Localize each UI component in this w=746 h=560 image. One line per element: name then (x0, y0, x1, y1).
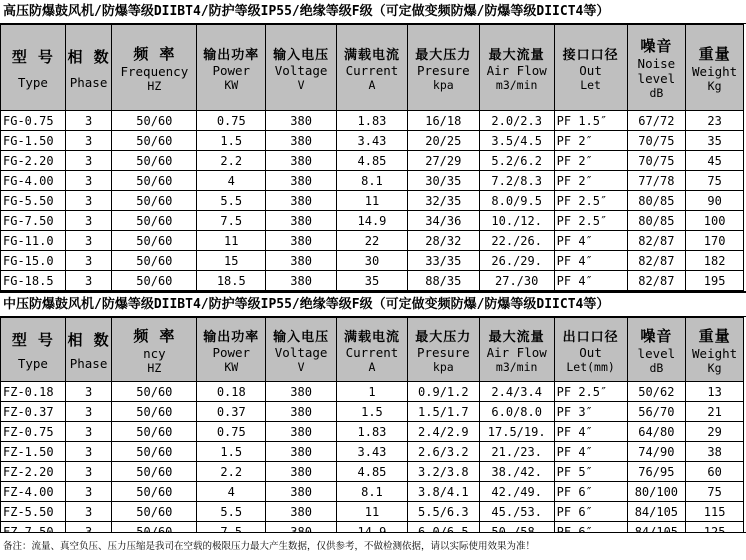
header-cn: 满载电流 (343, 47, 400, 63)
table-row (1, 131, 744, 151)
header-en: Type (17, 74, 48, 90)
cell-type: FG-5.50 (1, 191, 66, 211)
header-en: Noise level (637, 56, 676, 86)
header-unit: m3/min (495, 77, 538, 92)
cell-power: 2.2 (197, 151, 266, 171)
cell-current: 3.43 (337, 131, 408, 151)
cell-outlet: PF 3″ (554, 402, 627, 422)
cell-current: 8.1 (337, 171, 408, 191)
cell-outlet: PF 6″ (554, 502, 627, 522)
cell-noise: 74/90 (627, 442, 686, 462)
cell-weight: 23 (686, 111, 744, 131)
header-noise (627, 25, 686, 111)
header-cn: 型 号 (11, 330, 54, 349)
cell-airflow: 10./12. (479, 211, 554, 231)
cell-pressure: 2.4/2.9 (407, 422, 479, 442)
header-en: Air Flow (486, 344, 547, 360)
header-en: Phase (69, 74, 108, 90)
header-voltage (266, 25, 337, 111)
cell-phase: 3 (65, 211, 112, 231)
cell-airflow: 5.2/6.2 (479, 151, 554, 171)
cell-phase: 3 (65, 271, 112, 291)
cell-pressure: 3.8/4.1 (407, 482, 479, 502)
cell-current: 4.85 (337, 151, 408, 171)
cell-pressure: 16/18 (407, 111, 479, 131)
header-en: Voltage (274, 62, 328, 78)
cell-voltage: 380 (266, 231, 337, 251)
cell-weight: 182 (686, 251, 744, 271)
cell-outlet: PF 2.5″ (554, 382, 627, 402)
cell-type: FG-15.0 (1, 251, 66, 271)
cell-frequency: 50/60 (112, 502, 197, 522)
cell-frequency: 50/60 (112, 271, 197, 291)
cell-phase: 3 (65, 442, 112, 462)
cell-airflow: 17.5/19. (479, 422, 554, 442)
header-unit: Kg (707, 360, 722, 375)
header-unit: dB (649, 360, 664, 375)
cell-pressure: 33/35 (407, 251, 479, 271)
cell-noise: 70/75 (627, 131, 686, 151)
cell-outlet: PF 4″ (554, 442, 627, 462)
cell-pressure: 2.6/3.2 (407, 442, 479, 462)
cell-current: 14.9 (337, 211, 408, 231)
cell-outlet: PF 4″ (554, 271, 627, 291)
cell-power: 0.75 (197, 422, 266, 442)
header-en: level (637, 345, 676, 361)
cell-pressure: 1.5/1.7 (407, 402, 479, 422)
cell-frequency: 50/60 (112, 382, 197, 402)
table-body-medium-pressure (1, 382, 744, 542)
cell-outlet: PF 4″ (554, 231, 627, 251)
cell-current: 3.43 (337, 442, 408, 462)
cell-frequency: 50/60 (112, 231, 197, 251)
header-phase (65, 25, 112, 111)
cell-voltage: 380 (266, 482, 337, 502)
header-weight (686, 25, 744, 111)
cell-frequency: 50/60 (112, 131, 197, 151)
header-cn: 重量 (698, 44, 731, 63)
cell-current: 30 (337, 251, 408, 271)
cell-type: FZ-0.37 (1, 402, 66, 422)
cell-weight: 115 (686, 502, 744, 522)
cell-type: FG-4.00 (1, 171, 66, 191)
cell-power: 2.2 (197, 462, 266, 482)
table-row (1, 191, 744, 211)
header-en: Presure (416, 62, 470, 78)
table-row (1, 502, 744, 522)
spec-table-medium-pressure (0, 317, 744, 542)
cell-phase: 3 (65, 111, 112, 131)
table-row (1, 442, 744, 462)
cell-pressure: 34/36 (407, 211, 479, 231)
cell-outlet: PF 1.5″ (554, 111, 627, 131)
cell-power: 4 (197, 482, 266, 502)
cell-type: FZ-1.50 (1, 442, 66, 462)
cell-pressure: 30/35 (407, 171, 479, 191)
cell-phase: 3 (65, 402, 112, 422)
cell-pressure: 5.5/6.3 (407, 502, 479, 522)
cell-airflow: 38./42. (479, 462, 554, 482)
cell-pressure: 28/32 (407, 231, 479, 251)
cell-noise: 82/87 (627, 251, 686, 271)
cell-power: 0.75 (197, 111, 266, 131)
header-en: Presure (416, 344, 470, 360)
header-cn: 最大压力 (415, 329, 472, 345)
cell-outlet: PF 6″ (554, 482, 627, 502)
cell-noise: 56/70 (627, 402, 686, 422)
cell-phase: 3 (65, 502, 112, 522)
header-en: Air Flow (486, 62, 547, 78)
cell-weight: 100 (686, 211, 744, 231)
cell-current: 11 (337, 502, 408, 522)
cell-airflow: 42./49. (479, 482, 554, 502)
cell-pressure: 32/35 (407, 191, 479, 211)
header-cn: 频 率 (133, 44, 176, 63)
cell-type: FG-7.50 (1, 211, 66, 231)
header-phase (65, 318, 112, 382)
cell-outlet: PF 4″ (554, 251, 627, 271)
cell-airflow: 21./23. (479, 442, 554, 462)
header-unit: HZ (147, 78, 162, 93)
cell-outlet: PF 2.5″ (554, 191, 627, 211)
cell-voltage: 380 (266, 271, 337, 291)
table-row (1, 151, 744, 171)
cell-frequency: 50/60 (112, 442, 197, 462)
header-unit: A (368, 77, 376, 92)
cell-weight: 90 (686, 191, 744, 211)
cell-frequency: 50/60 (112, 462, 197, 482)
header-en: Frequency (120, 63, 189, 79)
table-row (1, 422, 744, 442)
header-en: Weight (692, 63, 738, 79)
cell-frequency: 50/60 (112, 191, 197, 211)
cell-current: 1 (337, 382, 408, 402)
cell-type: FZ-4.00 (1, 482, 66, 502)
cell-weight: 45 (686, 151, 744, 171)
cell-airflow: 7.2/8.3 (479, 171, 554, 191)
cell-frequency: 50/60 (112, 402, 197, 422)
table-row (1, 382, 744, 402)
header-en: Out (579, 344, 602, 360)
table-header-row (1, 25, 744, 111)
cell-power: 7.5 (197, 211, 266, 231)
cell-frequency: 50/60 (112, 422, 197, 442)
table-row (1, 402, 744, 422)
cell-frequency: 50/60 (112, 482, 197, 502)
cell-weight: 38 (686, 442, 744, 462)
header-cn: 输入电压 (273, 47, 330, 63)
cell-airflow: 3.5/4.5 (479, 131, 554, 151)
cell-frequency: 50/60 (112, 111, 197, 131)
table-row (1, 462, 744, 482)
header-outlet (554, 25, 627, 111)
cell-voltage: 380 (266, 462, 337, 482)
cell-pressure: 20/25 (407, 131, 479, 151)
cell-current: 1.5 (337, 402, 408, 422)
cell-weight: 29 (686, 422, 744, 442)
header-cn: 输出功率 (203, 329, 260, 345)
cell-voltage: 380 (266, 151, 337, 171)
header-unit: Let(mm) (566, 359, 615, 374)
spec-table-high-pressure (0, 24, 744, 291)
table-row (1, 171, 744, 191)
cell-voltage: 380 (266, 251, 337, 271)
cell-power: 15 (197, 251, 266, 271)
table-row (1, 482, 744, 502)
cell-voltage: 380 (266, 422, 337, 442)
cell-weight: 60 (686, 462, 744, 482)
header-cn: 输出功率 (203, 47, 260, 63)
cell-noise: 77/78 (627, 171, 686, 191)
header-unit: KW (224, 77, 239, 92)
cell-phase: 3 (65, 191, 112, 211)
cell-outlet: PF 4″ (554, 422, 627, 442)
header-cn: 满载电流 (343, 329, 400, 345)
table-row (1, 211, 744, 231)
cell-voltage: 380 (266, 502, 337, 522)
header-unit: m3/min (495, 359, 538, 374)
cell-voltage: 380 (266, 382, 337, 402)
cell-phase: 3 (65, 171, 112, 191)
section-title-high-pressure: 高压防爆鼓风机/防爆等级DIIBT4/防护等级IP55/绝缘等级F级（可定做变频防爆/防爆等级DIICT4等） (0, 0, 746, 24)
header-cn: 噪音 (640, 326, 673, 345)
cell-noise: 80/85 (627, 211, 686, 231)
cell-type: FZ-2.20 (1, 462, 66, 482)
header-unit: HZ (147, 360, 162, 375)
header-cn: 出口口径 (562, 329, 619, 345)
header-en: Power (212, 62, 251, 78)
cell-phase: 3 (65, 231, 112, 251)
header-weight (686, 318, 744, 382)
header-cn: 重量 (698, 326, 731, 345)
header-en: Current (345, 62, 399, 78)
cell-outlet: PF 2.5″ (554, 211, 627, 231)
cell-type: FG-2.20 (1, 151, 66, 171)
cell-airflow: 2.4/3.4 (479, 382, 554, 402)
cell-voltage: 380 (266, 402, 337, 422)
cell-noise: 76/95 (627, 462, 686, 482)
cell-noise: 82/87 (627, 231, 686, 251)
cell-current: 8.1 (337, 482, 408, 502)
header-frequency (112, 318, 197, 382)
cell-weight: 75 (686, 171, 744, 191)
header-type (1, 318, 66, 382)
header-en: Voltage (274, 344, 328, 360)
cell-voltage: 380 (266, 171, 337, 191)
cell-type: FG-11.0 (1, 231, 66, 251)
cell-power: 11 (197, 231, 266, 251)
cell-outlet: PF 2″ (554, 171, 627, 191)
footnote: 备注：流量、真空负压、压力压缩是我司在空载的极限压力最大产生数据，仅供参考，不做检测依据，请以实际使用效果为准！ (0, 532, 746, 560)
cell-weight: 170 (686, 231, 744, 251)
table-row (1, 251, 744, 271)
cell-type: FZ-5.50 (1, 502, 66, 522)
header-type (1, 25, 66, 111)
table-row (1, 111, 744, 131)
cell-outlet: PF 5″ (554, 462, 627, 482)
cell-power: 5.5 (197, 502, 266, 522)
cell-weight: 195 (686, 271, 744, 291)
cell-power: 0.18 (197, 382, 266, 402)
header-unit: A (368, 359, 376, 374)
cell-type: FG-0.75 (1, 111, 66, 131)
cell-phase: 3 (65, 422, 112, 442)
cell-noise: 70/75 (627, 151, 686, 171)
cell-phase: 3 (65, 131, 112, 151)
cell-noise: 50/62 (627, 382, 686, 402)
cell-pressure: 3.2/3.8 (407, 462, 479, 482)
cell-airflow: 6.0/8.0 (479, 402, 554, 422)
header-current (337, 25, 408, 111)
cell-power: 5.5 (197, 191, 266, 211)
cell-current: 22 (337, 231, 408, 251)
header-pressure (407, 25, 479, 111)
cell-current: 1.83 (337, 422, 408, 442)
cell-power: 1.5 (197, 442, 266, 462)
cell-noise: 80/85 (627, 191, 686, 211)
cell-frequency: 50/60 (112, 251, 197, 271)
header-current (337, 318, 408, 382)
header-cn: 最大压力 (415, 47, 472, 63)
cell-noise: 64/80 (627, 422, 686, 442)
cell-voltage: 380 (266, 211, 337, 231)
cell-noise: 67/72 (627, 111, 686, 131)
header-cn: 接口口径 (562, 47, 619, 63)
cell-pressure: 0.9/1.2 (407, 382, 479, 402)
cell-weight: 75 (686, 482, 744, 502)
cell-type: FG-18.5 (1, 271, 66, 291)
cell-frequency: 50/60 (112, 171, 197, 191)
header-outlet (554, 318, 627, 382)
cell-voltage: 380 (266, 111, 337, 131)
cell-airflow: 45./53. (479, 502, 554, 522)
header-unit: KW (224, 359, 239, 374)
header-voltage (266, 318, 337, 382)
cell-power: 4 (197, 171, 266, 191)
header-unit: Let (580, 77, 601, 92)
cell-current: 35 (337, 271, 408, 291)
header-unit: kpa (432, 359, 454, 374)
header-unit: dB (649, 86, 664, 100)
header-noise (627, 318, 686, 382)
cell-phase: 3 (65, 251, 112, 271)
header-airflow (479, 318, 554, 382)
cell-outlet: PF 2″ (554, 151, 627, 171)
cell-noise: 84/105 (627, 502, 686, 522)
header-frequency (112, 25, 197, 111)
cell-phase: 3 (65, 462, 112, 482)
cell-current: 1.83 (337, 111, 408, 131)
table-header-row (1, 318, 744, 382)
header-cn: 型 号 (11, 47, 54, 66)
header-airflow (479, 25, 554, 111)
header-cn: 最大流量 (488, 47, 545, 63)
header-en: Weight (692, 345, 738, 361)
cell-phase: 3 (65, 482, 112, 502)
cell-frequency: 50/60 (112, 211, 197, 231)
cell-weight: 21 (686, 402, 744, 422)
table-body-high-pressure (1, 111, 744, 291)
header-cn: 相 数 (67, 330, 110, 349)
header-unit: kpa (432, 77, 454, 92)
cell-type: FG-1.50 (1, 131, 66, 151)
cell-airflow: 2.0/2.3 (479, 111, 554, 131)
section-title-medium-pressure: 中压防爆鼓风机/防爆等级DIIBT4/防护等级IP55/绝缘等级F级（可定做变频防爆/防爆等级DIICT4等） (0, 291, 746, 317)
cell-frequency: 50/60 (112, 151, 197, 171)
cell-type: FZ-0.18 (1, 382, 66, 402)
cell-voltage: 380 (266, 442, 337, 462)
cell-pressure: 27/29 (407, 151, 479, 171)
header-en: Power (212, 344, 251, 360)
header-cn: 最大流量 (488, 329, 545, 345)
cell-current: 4.85 (337, 462, 408, 482)
header-cn: 相 数 (67, 47, 110, 66)
cell-type: FZ-0.75 (1, 422, 66, 442)
header-en: ncy (143, 345, 166, 361)
header-en: Phase (69, 355, 108, 371)
header-en: Type (17, 355, 48, 371)
cell-phase: 3 (65, 151, 112, 171)
header-cn: 噪音 (640, 37, 673, 55)
cell-power: 1.5 (197, 131, 266, 151)
cell-airflow: 8.0/9.5 (479, 191, 554, 211)
cell-airflow: 27./30 (479, 271, 554, 291)
cell-weight: 35 (686, 131, 744, 151)
header-power (197, 318, 266, 382)
cell-noise: 82/87 (627, 271, 686, 291)
table-row (1, 231, 744, 251)
cell-airflow: 22./26. (479, 231, 554, 251)
cell-noise: 80/100 (627, 482, 686, 502)
cell-weight: 13 (686, 382, 744, 402)
header-pressure (407, 318, 479, 382)
header-unit: V (297, 359, 305, 374)
table-row (1, 271, 744, 291)
cell-power: 18.5 (197, 271, 266, 291)
cell-voltage: 380 (266, 191, 337, 211)
header-cn: 输入电压 (273, 329, 330, 345)
header-unit: Kg (707, 78, 722, 93)
cell-current: 11 (337, 191, 408, 211)
header-cn: 频 率 (133, 326, 176, 345)
header-en: Out (579, 62, 602, 78)
cell-outlet: PF 2″ (554, 131, 627, 151)
cell-voltage: 380 (266, 131, 337, 151)
cell-phase: 3 (65, 382, 112, 402)
header-en: Current (345, 344, 399, 360)
cell-airflow: 26./29. (479, 251, 554, 271)
cell-power: 0.37 (197, 402, 266, 422)
header-power (197, 25, 266, 111)
cell-pressure: 88/35 (407, 271, 479, 291)
header-unit: V (297, 77, 305, 92)
